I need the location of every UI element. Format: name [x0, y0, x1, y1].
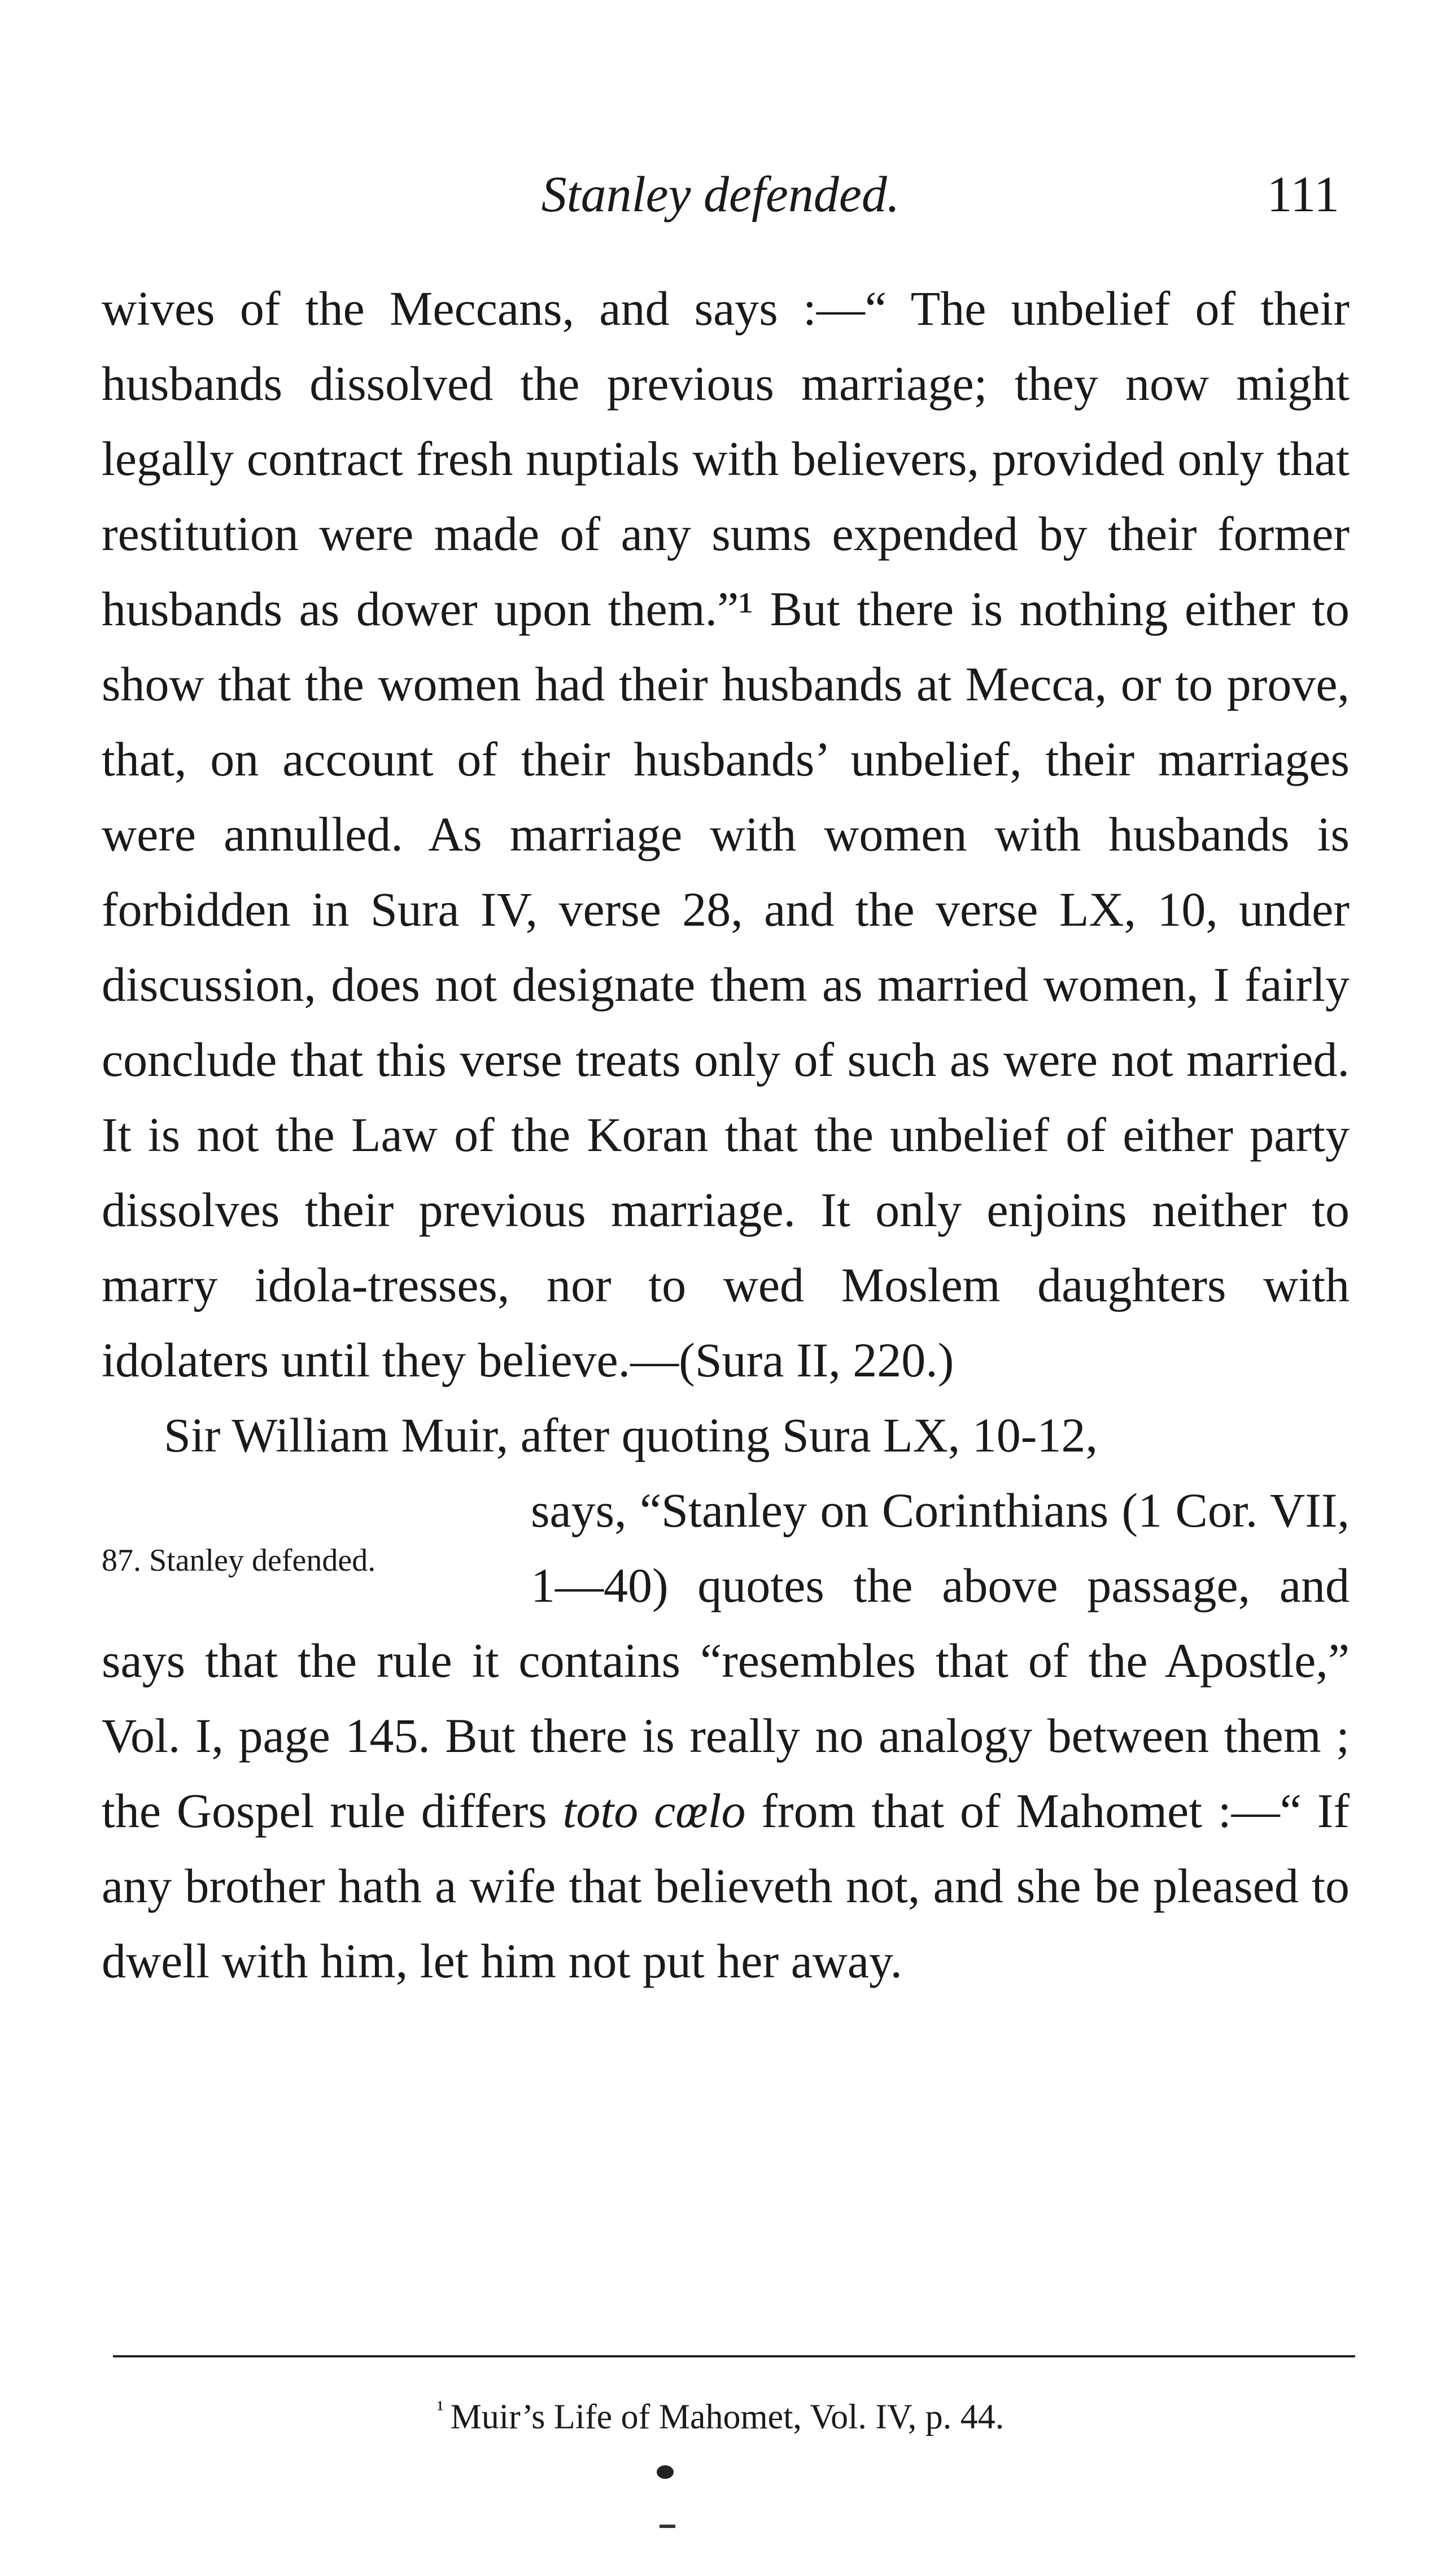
footnote-text: Muir’s Life of Mahomet, Vol. IV, p. 44.	[450, 2398, 1005, 2436]
printer-dash-mark	[660, 2525, 675, 2528]
footnote-marker: ¹	[436, 2396, 444, 2421]
footnote	[102, 2386, 1339, 2440]
marginal-sidenote: 87. Stanley defended.	[102, 1543, 376, 1578]
paragraph-2	[102, 1473, 1350, 1999]
paragraph-2-lead: Sir William Muir, after quoting Sura LX, 10-12,	[164, 1408, 1098, 1462]
printer-dot-mark	[657, 2465, 674, 2479]
page-number: 111	[1267, 167, 1339, 223]
body-text	[102, 271, 1350, 1999]
paragraph-2-text-b: from that of Mahomet :—“ If any brother hath a wife that believeth not, and she be pleased to dwell with him, let him not put her away.	[102, 1784, 1350, 1988]
paragraph-2-text-a: says, “Stanley on Corinthians (1 Cor. VII, 1—40) quotes the above passage, and says that the rule it contains “resembles that of the Apostle,” Vol. I, page 145. But there is really no analogy between them ; the Gospel rule differs	[102, 1483, 1350, 1838]
latin-phrase: toto cœlo	[562, 1784, 746, 1838]
running-head	[102, 164, 1339, 226]
running-title: Stanley defended.	[541, 167, 900, 223]
paragraph-1: wives of the Meccans, and says :—“ The unbelief of their husbands dissolved the previous marriage; they now might legally contract fresh nuptials with believers, provided only that restitution were made of any sums expended by their former husbands as dower upon them.”¹ But there is nothing either to show that the women had their husbands at Mecca, or to prove, that, on account of their husbands’ unbelief, their marriages were annulled. As marriage with women with husbands is forbidden in Sura IV, verse 28, and the verse LX, 10, under discussion, does not designate them as married women, I fairly conclude that this verse treats only of such as were not married. It is not the Law of the Koran that the unbelief of either party dissolves their previous marriage. It only enjoins neither to marry idola-tresses, nor to wed Moslem daughters with idolaters until they believe.—(Sura II, 220.)	[102, 281, 1350, 1387]
footnote-divider	[113, 2355, 1355, 2357]
